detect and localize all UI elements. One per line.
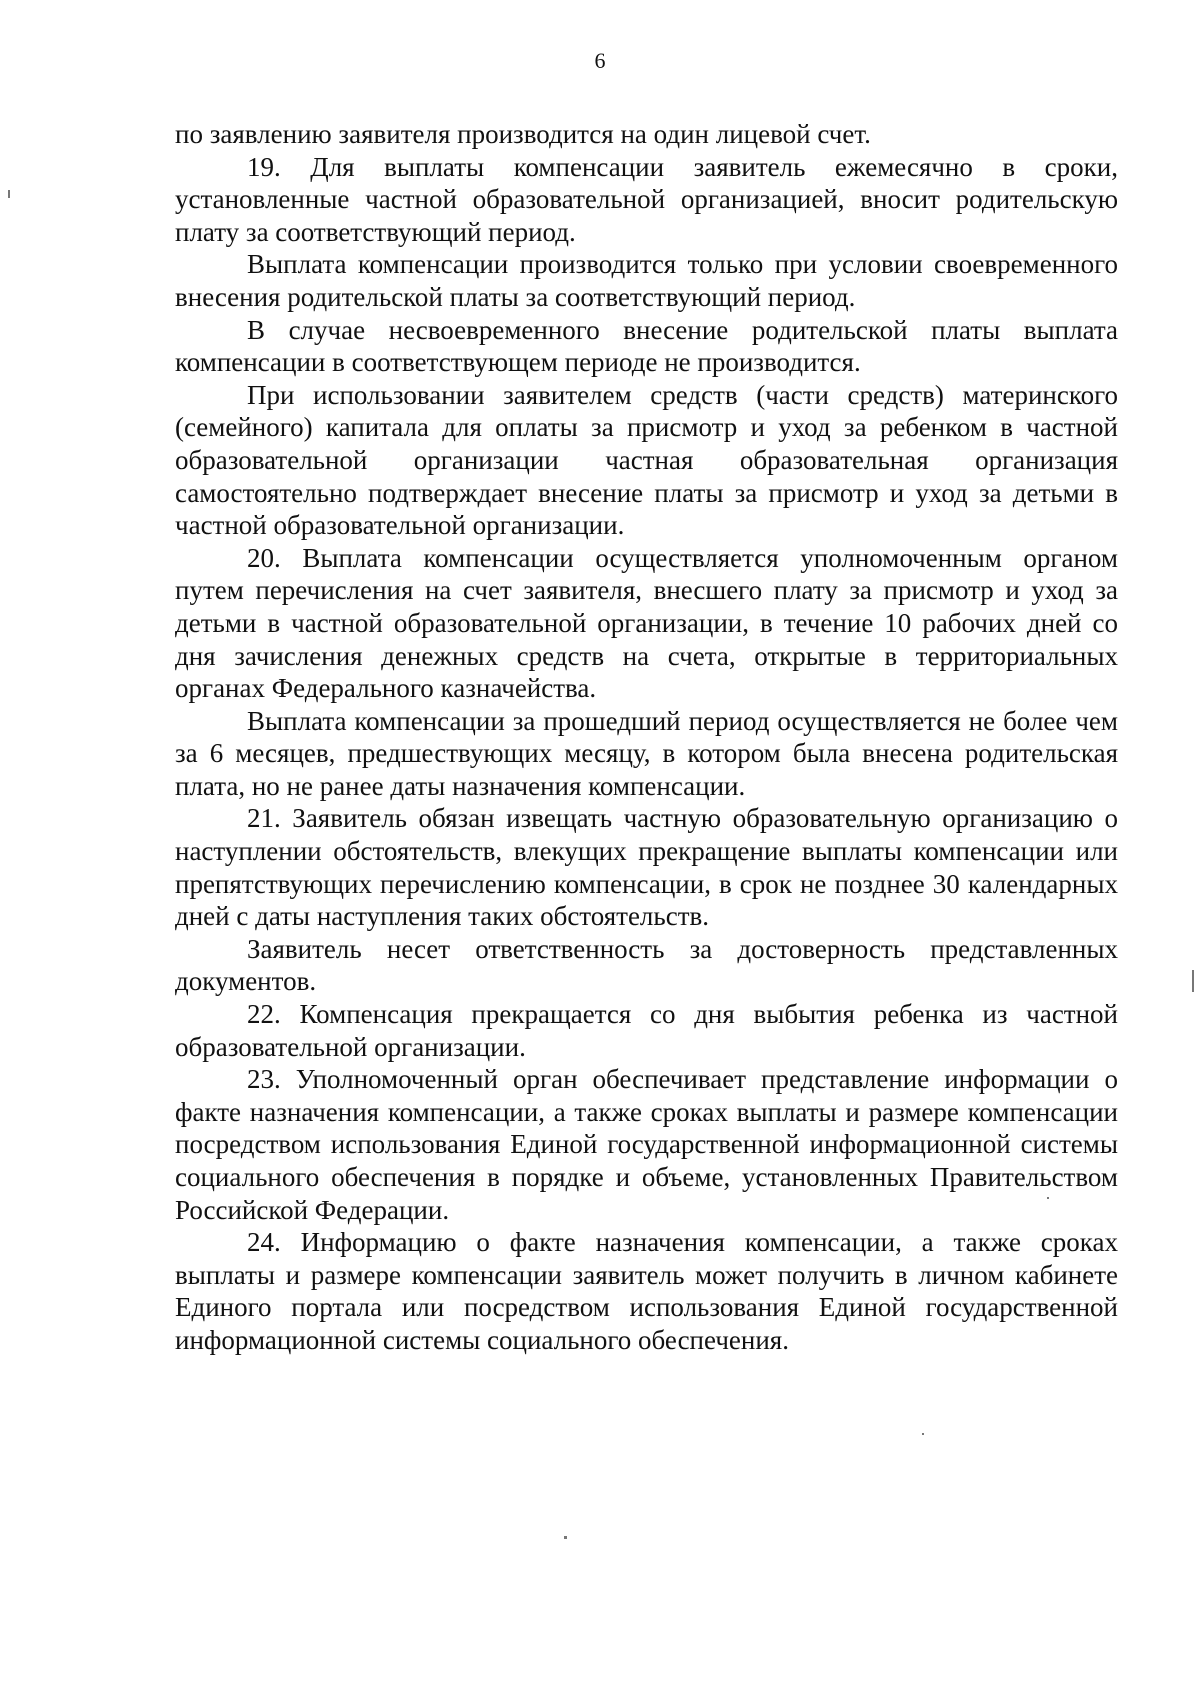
paragraph-item-23: 23. Уполномоченный орган обеспечивает представление информации о факте назначения компенсации, а также сроках выплаты и размере компенсации посредством использования Единой государственной информационной системы социального обеспечения в порядке и объеме, установленных Правительством Российской Федерации. <box>175 1064 1118 1225</box>
scan-mark-right <box>1192 970 1194 992</box>
paragraph-responsibility: Заявитель несет ответственность за достоверность представленных документов. <box>175 933 1118 997</box>
paragraph-past-period: Выплата компенсации за прошедший период осуществляется не более чем за 6 месяцев, предшествующих месяцу, в котором была внесена родительская плата, но не ранее даты назначения компенсации. <box>175 705 1118 801</box>
page-number: 6 <box>594 48 606 73</box>
document-body <box>175 118 1118 1357</box>
scan-dot <box>564 1536 567 1539</box>
paragraph-maternity-capital: При использовании заявителем средств (части средств) материнского (семейного) капитала для оплаты за присмотр и уход за ребенком в частной образовательной организации частная образовательная организация самостоятельно подтверждает внесение платы за присмотр и уход за детьми в частной образовательной организации. <box>175 379 1118 541</box>
paragraph-continuation: по заявлению заявителя производится на один лицевой счет. <box>175 119 871 149</box>
paragraph-item-20: 20. Выплата компенсации осуществляется уполномоченным органом путем перечисления на счет заявителя, внесшего плату за присмотр и уход за детьми в частной образовательной организации, в течение 10 рабочих дней со дня зачисления денежных средств на счета, открытые в территориальных органах Федерального казначейства. <box>175 542 1118 704</box>
paragraph-item-24: 24. Информацию о факте назначения компенсации, а также сроках выплаты и размере компенсации заявитель может получить в личном кабинете Единого портала или посредством использования Единой государственной информационной системы социального обеспечения. <box>175 1227 1118 1355</box>
paragraph-item-19: 19. Для выплаты компенсации заявитель ежемесячно в сроки, установленные частной образовательной организацией, вносит родительскую плату за соответствующий период. <box>175 151 1118 247</box>
scan-dot <box>1047 1197 1049 1199</box>
scan-dot <box>922 1433 924 1435</box>
paragraph-item-21: 21. Заявитель обязан извещать частную образовательную организацию о наступлении обстоятельств, влекущих прекращение выплаты компенсации или препятствующих перечислению компенсации, в срок не позднее 30 календарных дней с даты наступления таких обстоятельств. <box>175 803 1118 932</box>
paragraph-late-payment: В случае несвоевременного внесение родительской платы выплата компенсации в соответствующем периоде не производится. <box>175 314 1118 378</box>
paragraph-item-22: 22. Компенсация прекращается со дня выбытия ребенка из частной образовательной организации. <box>175 999 1118 1062</box>
paragraph-payment-condition: Выплата компенсации производится только при условии своевременного внесения родительской платы за соответствующий период. <box>175 249 1118 312</box>
scan-mark-left <box>8 190 10 198</box>
